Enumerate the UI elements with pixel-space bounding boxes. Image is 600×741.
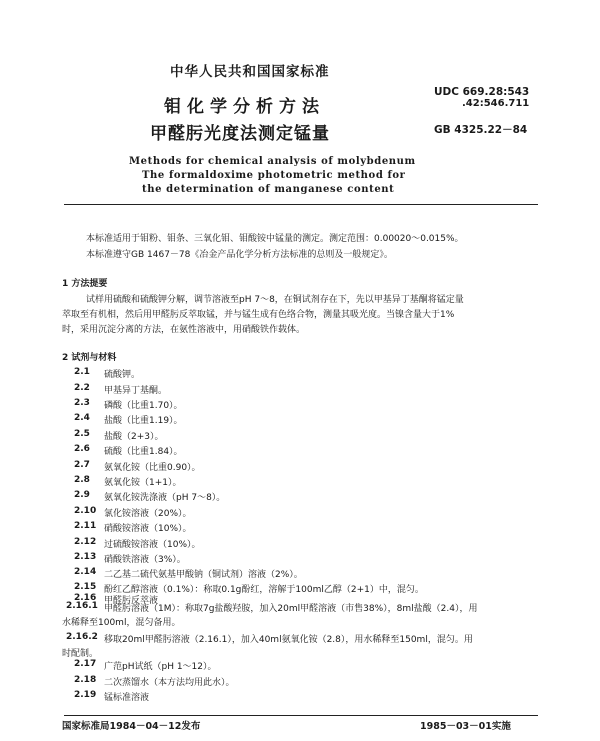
item-text: 甲基异丁基酮。 (104, 386, 168, 396)
item-number: 2.6 (74, 444, 90, 454)
item-text: 硝酸铵溶液（10%）。 (104, 524, 192, 534)
item-number: 2.10 (74, 506, 97, 516)
section-2-heading: 2 试剂与材料 (62, 353, 117, 363)
gb-standard-code: GB 4325.22－84 (434, 124, 528, 136)
item-number: 2.1 (74, 367, 90, 377)
english-title-line-1: Methods for chemical analysis of molybdenum (129, 156, 416, 167)
item-text: 甲醛肟溶液（1M）：称取7g盐酸羟胺，加入20ml甲醛溶液（市售38%），8ml盐酸（2.4），用 (104, 604, 478, 614)
item-number: 2.18 (74, 675, 97, 685)
item-text-continued: 时配制。 (62, 649, 99, 659)
item-number: 2.19 (74, 690, 97, 700)
item-text: 盐酸（比重1.19）。 (104, 416, 183, 426)
item-number: 2.15 (74, 582, 97, 592)
item-number: 2.7 (74, 460, 90, 470)
item-text: 二次蒸馏水（本方法均用此水）。 (104, 678, 235, 688)
item-number: 2.14 (74, 567, 97, 577)
item-number: 2.13 (74, 552, 97, 562)
item-text: 氯化铵溶液（20%）。 (104, 509, 192, 519)
item-number: 2.8 (74, 475, 90, 485)
item-number: 2.4 (74, 413, 90, 423)
item-text: 甲醛肟反萃液 (104, 596, 159, 606)
english-title-line-3: the determination of manganese content (142, 184, 395, 195)
item-text: 硫酸钾。 (104, 370, 141, 380)
item-text: 广范pH试纸（pH 1～12）。 (104, 662, 217, 672)
item-text: 氨氧化铵（1+1）。 (104, 478, 182, 488)
section-1-heading: 1 方法提要 (62, 279, 108, 289)
document-subtitle: 甲醛肟光度法测定锰量 (150, 124, 330, 144)
item-number: 2.16.1 (66, 601, 98, 611)
method-summary-line: 萃取至有机相，然后用甲醛肟反萃取锰，并与锰生成有色络合物，测量其吸光度。当镍含量大于1% (62, 310, 455, 320)
item-number: 2.2 (74, 383, 90, 393)
header-divider (64, 204, 538, 205)
item-number: 2.17 (74, 659, 97, 669)
item-number: 2.16 (74, 593, 97, 603)
effective-date: 1985－03－01实施 (420, 721, 511, 732)
issue-date: 国家标准局1984－04－12发布 (62, 721, 201, 732)
item-text: 氨氧化铵（比重0.90）。 (104, 463, 201, 473)
item-number: 2.11 (74, 521, 97, 531)
item-text: 氨氧化铵洗涤液（pH 7～8）。 (104, 493, 226, 503)
item-text: 磷酸（比重1.70）。 (104, 401, 183, 411)
item-text-continued: 水稀释至100ml，混匀备用。 (62, 618, 181, 628)
document-title: 钼化学分析方法 (164, 97, 325, 117)
item-text: 锰标准溶液 (104, 693, 150, 703)
issuing-body: 中华人民共和国国家标准 (170, 64, 330, 80)
item-number: 2.16.2 (66, 632, 98, 642)
item-text: 硫酸（比重1.84）。 (104, 447, 183, 457)
item-number: 2.12 (74, 537, 97, 547)
item-text: 过硫酸铵溶液（10%）。 (104, 540, 201, 550)
item-text: 盐酸（2+3）。 (104, 432, 164, 442)
item-number: 2.5 (74, 429, 90, 439)
method-summary-line: 试样用硫酸和硫酸钾分解，调节溶液至pH 7～8，在铜试剂存在下，先以甲基异丁基酮将锰定量 (86, 295, 464, 305)
reference-paragraph: 本标准遵守GB 1467－78《冶金产品化学分析方法标准的总则及一般规定》。 (86, 250, 393, 260)
footer-divider (64, 715, 538, 716)
udc-code: UDC 669.28:543 (434, 86, 530, 98)
english-title-line-2: The formaldoxime photometric method for (142, 170, 406, 181)
scope-paragraph: 本标准适用于钼粉、钼条、三氧化钼、钼酸铵中锰量的测定。测定范围：0.00020～0.015%。 (86, 234, 464, 244)
item-text: 酚红乙醇溶液（0.1%）：称取0.1g酚红，溶解于100ml乙醇（2+1）中，混匀。 (104, 585, 424, 595)
item-text: 二乙基二硫代氨基甲酸钠（铜试剂）溶液（2%）。 (104, 570, 303, 580)
item-number: 2.9 (74, 490, 90, 500)
udc-code-continued: .42:546.711 (462, 98, 530, 109)
item-number: 2.3 (74, 398, 90, 408)
item-text: 硝酸铁溶液（3%）。 (104, 555, 186, 565)
method-summary-line: 时，采用沉淀分离的方法，在氨性溶液中，用硝酸铁作载体。 (62, 325, 306, 335)
item-text: 移取20ml甲醛肟溶液（2.16.1），加入40ml氨氧化铵（2.8），用水稀释至150ml，混匀。用 (104, 635, 473, 645)
